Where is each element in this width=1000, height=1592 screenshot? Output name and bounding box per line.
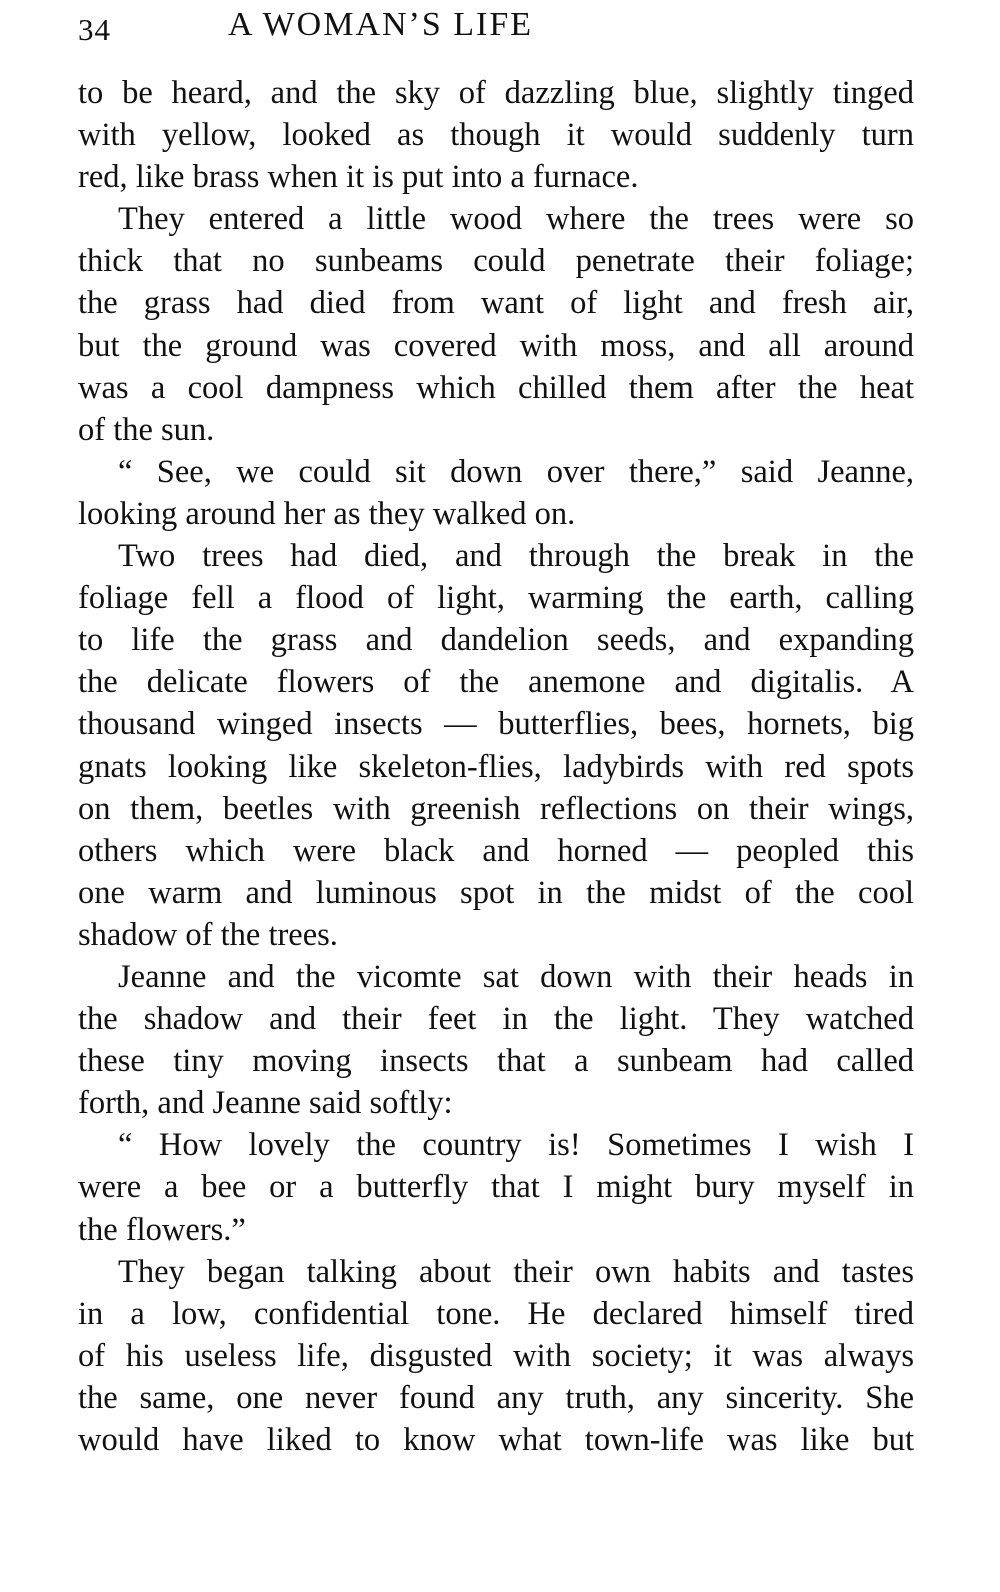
- text-line: on them, beetles with greenish reflections on their wings,: [78, 790, 914, 827]
- text-line: looking around her as they walked on.: [78, 495, 576, 532]
- text-line: with yellow, looked as though it would suddenly turn: [78, 117, 914, 154]
- text-line: forth, and Jeanne said softly:: [78, 1085, 453, 1122]
- text-line: of his useless life, disgusted with society; it was always: [78, 1337, 914, 1374]
- text-line: They entered a little wood where the trees were so: [118, 201, 914, 238]
- text-line: were a bee or a butterfly that I might bury myself in: [78, 1169, 914, 1206]
- text-line: red, like brass when it is put into a furnace.: [78, 159, 639, 196]
- text-line: thick that no sunbeams could penetrate their foliage;: [78, 243, 914, 280]
- text-line: the grass had died from want of light and fresh air,: [78, 285, 914, 322]
- text-line: was a cool dampness which chilled them after the heat: [78, 369, 914, 406]
- text-line: the delicate flowers of the anemone and digitalis. A: [78, 664, 914, 701]
- text-line: others which were black and horned — peopled this: [78, 832, 914, 869]
- text-line: one warm and luminous spot in the midst of the cool: [78, 874, 914, 911]
- running-head: [78, 4, 914, 54]
- body-text: [78, 72, 914, 1461]
- text-line: would have liked to know what town-life was like but: [78, 1422, 914, 1458]
- text-line: the shadow and their feet in the light. They watched: [78, 1001, 914, 1038]
- text-line: Jeanne and the vicomte sat down with their heads in: [118, 958, 914, 995]
- text-line: They began talking about their own habits and tastes: [118, 1253, 914, 1290]
- text-line: the flowers.”: [78, 1211, 246, 1248]
- text-line: these tiny moving insects that a sunbeam had called: [78, 1043, 914, 1080]
- text-line: “ See, we could sit down over there,” said Jeanne,: [118, 453, 914, 490]
- text-line: of the sun.: [78, 411, 215, 448]
- text-line: to life the grass and dandelion seeds, and expanding: [78, 622, 914, 659]
- text-line: but the ground was covered with moss, and all around: [78, 327, 914, 364]
- text-line: thousand winged insects — butterflies, bees, hornets, big: [78, 706, 914, 743]
- text-line: the same, one never found any truth, any sincerity. She: [78, 1379, 914, 1416]
- text-line: “ How lovely the country is! Sometimes I wish I: [118, 1127, 914, 1164]
- page-number: 34: [78, 12, 111, 47]
- text-line: shadow of the trees.: [78, 916, 338, 953]
- text-line: Two trees had died, and through the break in the: [118, 538, 914, 575]
- text-line: foliage fell a flood of light, warming the earth, calling: [78, 580, 914, 617]
- text-line: in a low, confidential tone. He declared himself tired: [78, 1295, 914, 1332]
- book-title: A WOMAN’S LIFE: [228, 6, 534, 43]
- text-line: to be heard, and the sky of dazzling blue, slightly tinged: [78, 75, 914, 111]
- book-page: [78, 0, 914, 1592]
- text-line: gnats looking like skeleton-flies, ladybirds with red spots: [78, 748, 914, 785]
